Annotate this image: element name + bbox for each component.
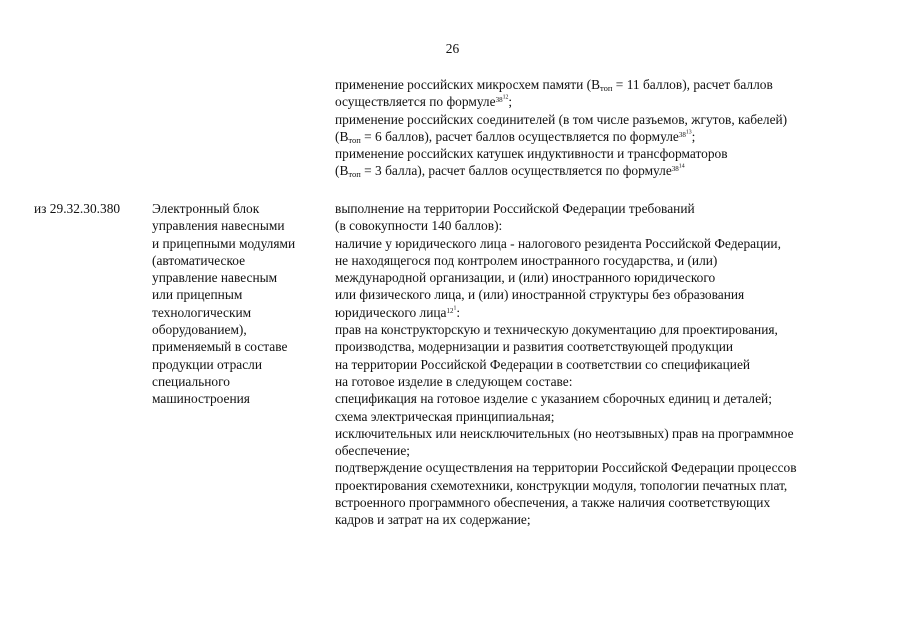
requirement-line: кадров и затрат на их содержание;: [335, 512, 531, 528]
requirement-line: не находящегося под контролем иностранного государства, и (или): [335, 252, 718, 268]
product-name-line: специального: [152, 373, 230, 389]
footnote-number: 38: [671, 165, 679, 174]
product-name-line: машиностроения: [152, 391, 250, 407]
footnote-ref: [672, 165, 685, 173]
requirement-line: или физического лица, и (или) иностранной структуры без образования: [335, 287, 745, 303]
requirement-line: обеспечение;: [335, 443, 411, 459]
requirement-line: встроенного программного обеспечения, а также наличия соответствующих: [335, 495, 771, 511]
footnote-ref: [446, 307, 456, 315]
requirement-line: подтверждение осуществления на территории Российской Федерации процессов: [335, 460, 797, 476]
text-segment: (В: [335, 163, 349, 179]
text-segment: юридического лица: [335, 304, 447, 320]
footnote-subnumber: 13: [685, 129, 692, 136]
product-name-line: управление навесным: [152, 270, 278, 286]
page-number: 26: [445, 41, 460, 56]
requirement-line: выполнение на территории Российской Федерации требований: [335, 201, 695, 216]
requirement-line: [335, 304, 797, 321]
requirements-cell: [335, 200, 797, 529]
requirement-line: на территории Российской Федерации в соответствии со спецификацией: [335, 356, 751, 372]
product-name-line: применяемый в составе: [152, 339, 288, 355]
continued-requirements-block: [335, 76, 787, 180]
text-segment: ;: [691, 128, 696, 144]
requirement-line: проектирования схемотехники, конструкции модуля, топологии печатных плат,: [335, 477, 788, 493]
requirement-line: [335, 128, 787, 145]
product-name-line: управления навесными: [152, 218, 285, 234]
footnote-number: 12: [446, 306, 454, 315]
footnote-number: 38: [495, 96, 503, 105]
requirement-line: производства, модернизации и развития соответствующей продукции: [335, 339, 734, 355]
product-code: из 29.32.30.380: [34, 201, 121, 216]
text-segment: = 3 балла), расчет баллов осуществляется по формуле: [360, 163, 672, 179]
requirement-line: [335, 93, 787, 110]
product-name-line: (автоматическое: [152, 252, 246, 268]
requirement-line: прав на конструкторскую и техническую документацию для проектирования,: [335, 322, 778, 338]
requirement-line: на готовое изделие в следующем составе:: [335, 373, 573, 389]
requirement-line: спецификация на готовое изделие с указанием сборочных единиц и деталей;: [335, 391, 772, 407]
subscript: топ: [348, 134, 361, 145]
text-segment: (В: [335, 128, 349, 144]
product-name-line: продукции отрасли: [152, 356, 262, 372]
requirement-line: исключительных или неисключительных (но неотзывных) прав на программное: [335, 425, 794, 441]
requirement-line: наличие у юридического лица - налогового резидента Российской Федерации,: [335, 235, 781, 251]
product-name-line: оборудованием),: [152, 322, 247, 338]
requirement-line: международной организации, и (или) иностранного юридического: [335, 270, 716, 286]
footnote-subnumber: 14: [678, 164, 685, 171]
product-name-line: и прицепными модулями: [152, 235, 296, 251]
text-segment: = 11 баллов), расчет баллов: [612, 77, 773, 92]
text-segment: = 6 баллов), расчет баллов осуществляется по формуле: [360, 128, 679, 144]
requirement-line: схема электрическая принципиальная;: [335, 408, 555, 424]
footnote-subnumber: 12: [502, 94, 509, 101]
text-segment: :: [456, 304, 461, 320]
requirement-line: применение российских соединителей (в том числе разъемов, жгутов, кабелей): [335, 111, 788, 127]
subscript: топ: [348, 169, 361, 180]
footnote-ref: [679, 131, 692, 139]
text-segment: применение российских микросхем памяти (В: [335, 77, 601, 92]
text-segment: осуществляется по формуле: [335, 94, 496, 110]
product-code-cell: [34, 200, 120, 217]
footnote-number: 38: [678, 130, 686, 139]
product-name-cell: [152, 200, 295, 408]
text-segment: ;: [508, 94, 513, 110]
requirement-line: [335, 162, 787, 179]
requirement-line: (в совокупности 140 баллов):: [335, 218, 503, 234]
footnote-ref: [496, 96, 509, 104]
product-name-line: технологическим: [152, 304, 252, 320]
footnote-subnumber: 1: [453, 305, 457, 312]
requirement-line: применение российских катушек индуктивности и трансформаторов: [335, 146, 728, 162]
requirement-line: [335, 76, 787, 93]
subscript: топ: [600, 83, 613, 93]
product-name-line: или прицепным: [152, 287, 243, 303]
product-name-line: Электронный блок: [152, 201, 260, 216]
